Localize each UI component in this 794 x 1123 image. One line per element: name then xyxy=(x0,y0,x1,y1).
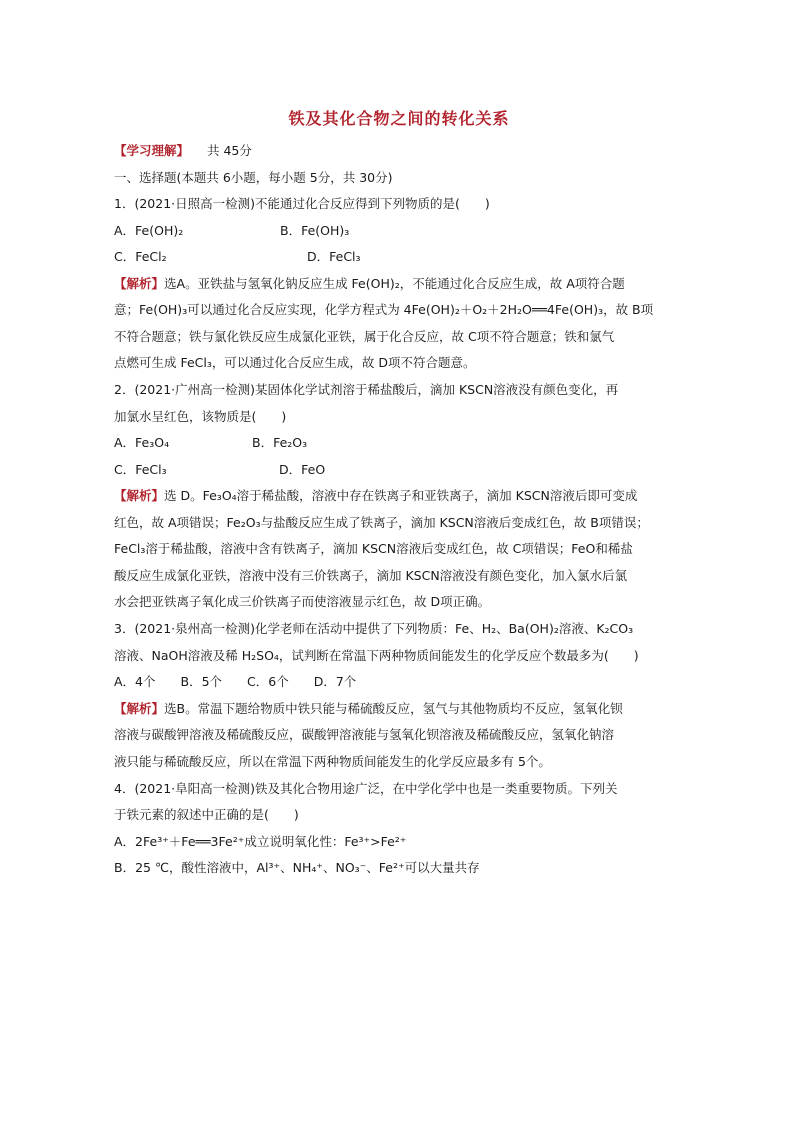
question-1-option-b: B．Fe(OH)₃ xyxy=(280,222,350,238)
analysis-line: FeCl₃溶于稀盐酸，溶液中含有铁离子，滴加 KSCN溶液后变成红色，故 C项错误；FeO和稀盐 xyxy=(114,541,633,556)
question-4-option-a: A．2Fe³⁺＋Fe══3Fe²⁺成立说明氧化性：Fe³⁺>Fe²⁺ xyxy=(114,833,407,849)
analysis-tag: 【解析】 xyxy=(114,700,165,716)
question-1-option-d: D．FeCl₃ xyxy=(307,249,361,264)
analysis-line: 红色，故 A项错误；Fe₂O₃与盐酸反应生成了铁离子，滴加 KSCN溶液后变成红色，故 B项错误； xyxy=(114,514,649,530)
analysis-line: 水会把亚铁离子氧化成三价铁离子而使溶液显示红色，故 D项正确。 xyxy=(114,594,491,609)
question-1-options-row-1 xyxy=(114,223,684,239)
analysis-line: 选A。亚铁盐与氢氧化钠反应生成 Fe(OH)₂，不能通过化合反应生成，故 A项符合题 xyxy=(164,275,625,291)
analysis-line: 意；Fe(OH)₃可以通过化合反应实现，化学方程式为 4Fe(OH)₂＋O₂＋2H₂O══4Fe(OH)₃，故 B项 xyxy=(114,302,654,317)
question-4-option-b: B．25 ℃，酸性溶液中，Al³⁺、NH₄⁺、NO₃⁻、Fe²⁺可以大量共存 xyxy=(114,860,480,875)
analysis-line: 点燃可生成 FeCl₃，可以通过化合反应生成，故 D项不符合题意。 xyxy=(114,355,476,370)
question-1-options-row-2 xyxy=(114,249,684,265)
question-2-options-row-2 xyxy=(114,462,684,478)
question-4-stem-line: 4．(2021·阜阳高一检测)铁及其化合物用途广泛，在中学化学中也是一类重要物质。下列关 xyxy=(114,780,618,796)
question-2-stem-line: 加氯水呈红色，该物质是( ) xyxy=(114,408,287,424)
question-2-option-a: A．Fe₃O₄ xyxy=(114,435,170,450)
question-2-options-row-1 xyxy=(114,435,684,451)
analysis-line: 液只能与稀硫酸反应，所以在常温下两种物质间能发生的化学反应最多有 5个。 xyxy=(114,753,551,769)
question-3-stem-line: 3．(2021·泉州高一检测)化学老师在活动中提供了下列物质：Fe、H₂、Ba(OH)₂溶液、K₂CO₃ xyxy=(114,621,634,636)
question-3-options: A．4个 B．5个 C．6个 D．7个 xyxy=(114,674,357,689)
question-4-stem-line: 于铁元素的叙述中正确的是( ) xyxy=(114,807,299,822)
question-3-analysis xyxy=(114,701,684,770)
section-header xyxy=(114,143,684,159)
section-score: 共 45分 xyxy=(207,143,252,158)
question-1-analysis xyxy=(114,276,684,372)
analysis-line: 选 D。Fe₃O₄溶于稀盐酸，溶液中存在铁离子和亚铁离子，滴加 KSCN溶液后即可变成 xyxy=(164,488,638,503)
section-tag: 【学习理解】 xyxy=(114,143,190,158)
question-1-stem: 1．(2021·日照高一检测)不能通过化合反应得到下列物质的是( ) xyxy=(114,196,490,211)
question-1-option-c: C．FeCl₂ xyxy=(114,249,167,264)
page-title: 铁及其化合物之间的转化关系 xyxy=(288,109,510,128)
analysis-line: 酸反应生成氯化亚铁，溶液中没有三价铁离子，滴加 KSCN溶液没有颜色变化，加入氯水后氯 xyxy=(114,567,628,583)
analysis-line: 不符合题意；铁与氯化铁反应生成氯化亚铁，属于化合反应，故 C项不符合题意；铁和氯气 xyxy=(114,328,615,344)
question-1-option-a: A．Fe(OH)₂ xyxy=(114,222,184,238)
question-2-option-d: D．FeO xyxy=(279,461,326,477)
question-3-stem-line: 溶液、NaOH溶液及稀 H₂SO₄，试判断在常温下两种物质间能发生的化学反应个数最多为( ) xyxy=(114,647,639,663)
analysis-line: 溶液与碳酸钾溶液及稀硫酸反应，碳酸钾溶液能与氢氧化钡溶液及稀硫酸反应，氢氧化钠溶 xyxy=(114,727,615,742)
question-2-option-c: C．FeCl₃ xyxy=(114,461,167,477)
question-2-option-b: B．Fe₂O₃ xyxy=(252,435,308,450)
analysis-tag: 【解析】 xyxy=(114,275,165,291)
part-heading: 一、选择题(本题共 6小题，每小题 5分，共 30分) xyxy=(114,169,393,185)
question-2-analysis xyxy=(114,488,684,610)
analysis-tag: 【解析】 xyxy=(114,488,165,503)
analysis-line: 选B。常温下题给物质中铁只能与稀硫酸反应，氢气与其他物质均不反应，氢氧化钡 xyxy=(164,700,623,716)
question-2-stem-line: 2．(2021·广州高一检测)某固体化学试剂溶于稀盐酸后，滴加 KSCN溶液没有颜色变化，再 xyxy=(114,382,619,397)
document-page xyxy=(114,100,684,887)
